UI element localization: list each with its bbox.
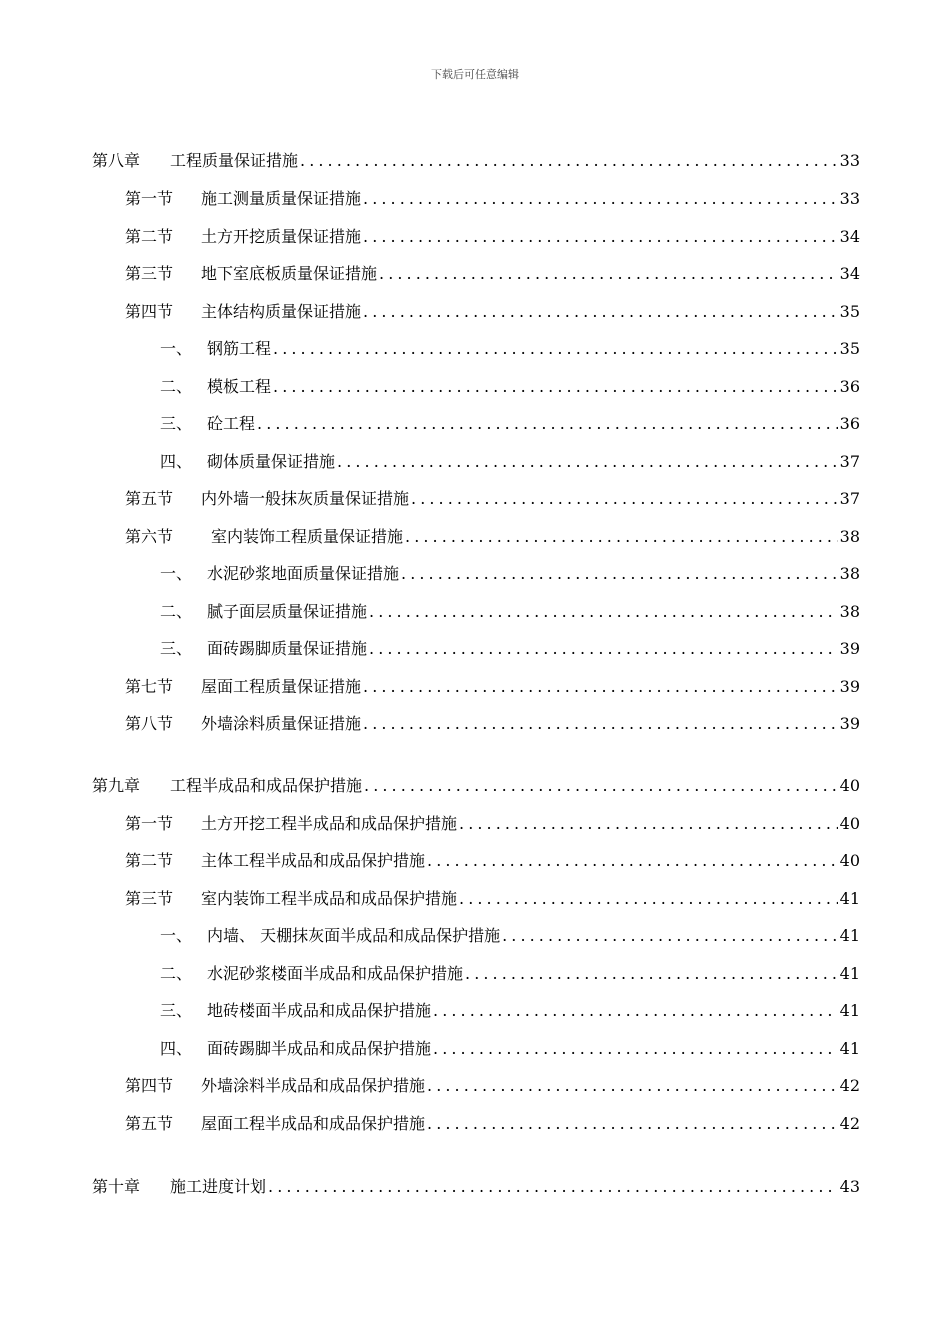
toc-entry-subsection[interactable] <box>160 336 860 362</box>
toc-leader <box>273 374 838 400</box>
toc-number: 第七节 <box>125 677 174 696</box>
toc-number: 第二节 <box>125 227 174 246</box>
toc-page: 40 <box>839 776 860 795</box>
toc-title: 内外墙一般抹灰质量保证措施 <box>201 489 410 508</box>
toc-title: 钢筋工程 <box>207 339 272 358</box>
toc-entry-section[interactable] <box>125 1111 860 1137</box>
toc-number: 第一节 <box>125 189 174 208</box>
toc-entry-section[interactable] <box>125 711 860 737</box>
toc-number: 四、 <box>160 1039 193 1058</box>
toc-page: 37 <box>839 452 860 471</box>
toc-title: 面砖踢脚质量保证措施 <box>207 639 368 658</box>
toc-number: 三、 <box>160 639 193 658</box>
toc-leader <box>363 299 838 325</box>
toc-entry-section[interactable] <box>125 848 860 874</box>
toc-number: 三、 <box>160 414 193 433</box>
toc-number: 一、 <box>160 926 193 945</box>
toc-leader <box>411 486 838 512</box>
toc-entry-subsection[interactable] <box>160 636 860 662</box>
toc-entry-subsection[interactable] <box>160 561 860 587</box>
toc-page: 35 <box>839 302 860 321</box>
toc-title: 外墙涂料半成品和成品保护措施 <box>201 1076 426 1095</box>
toc-title: 地砖楼面半成品和成品保护措施 <box>207 1001 432 1020</box>
toc-page: 38 <box>839 602 860 621</box>
toc-leader <box>273 336 838 362</box>
toc-entry-chapter[interactable] <box>92 1174 860 1200</box>
toc-page: 43 <box>839 1177 860 1196</box>
toc-page: 34 <box>839 227 860 246</box>
toc-page: 40 <box>839 851 860 870</box>
toc-number: 第三节 <box>125 264 174 283</box>
toc-entry-section[interactable] <box>125 524 860 550</box>
toc-title: 屋面工程半成品和成品保护措施 <box>201 1114 426 1133</box>
toc-entry-subsection[interactable] <box>160 923 860 949</box>
toc-title: 主体结构质量保证措施 <box>201 302 362 321</box>
toc-page: 35 <box>839 339 860 358</box>
toc-leader <box>363 711 838 737</box>
toc-number: 第五节 <box>125 489 174 508</box>
toc-title: 砌体质量保证措施 <box>207 452 336 471</box>
toc-entry-subsection[interactable] <box>160 411 860 437</box>
toc-title: 施工进度计划 <box>170 1177 267 1196</box>
toc-page: 41 <box>839 926 860 945</box>
toc-page: 34 <box>839 264 860 283</box>
toc-leader <box>433 998 838 1024</box>
toc-page: 33 <box>839 151 860 170</box>
toc-entry-section[interactable] <box>125 186 860 212</box>
toc-leader <box>405 524 838 550</box>
toc-number: 第三节 <box>125 889 174 908</box>
toc-leader <box>427 848 838 874</box>
page-header: 下载后可任意编辑 <box>431 68 519 81</box>
toc-page: 38 <box>839 527 860 546</box>
toc-page: 42 <box>839 1114 860 1133</box>
toc-title: 水泥砂浆楼面半成品和成品保护措施 <box>207 964 464 983</box>
toc-leader <box>379 261 838 287</box>
toc-title: 工程半成品和成品保护措施 <box>170 776 363 795</box>
toc-number: 二、 <box>160 964 193 983</box>
toc-leader <box>363 224 838 250</box>
toc-title: 模板工程 <box>207 377 272 396</box>
toc-entry-section[interactable] <box>125 224 860 250</box>
toc-entry-subsection[interactable] <box>160 998 860 1024</box>
toc-entry-section[interactable] <box>125 261 860 287</box>
toc-leader <box>427 1073 838 1099</box>
toc-page: 37 <box>839 489 860 508</box>
toc-number: 第二节 <box>125 851 174 870</box>
toc-title: 腻子面层质量保证措施 <box>207 602 368 621</box>
toc-leader <box>433 1036 838 1062</box>
toc-number: 第九章 <box>92 776 141 795</box>
toc-title: 室内装饰工程半成品和成品保护措施 <box>201 889 458 908</box>
toc-leader <box>465 961 838 987</box>
toc-page: 39 <box>839 677 860 696</box>
toc-title: 施工测量质量保证措施 <box>201 189 362 208</box>
toc-title: 面砖踢脚半成品和成品保护措施 <box>207 1039 432 1058</box>
toc-number: 一、 <box>160 339 193 358</box>
toc-entry-chapter[interactable] <box>92 773 860 799</box>
toc-title: 外墙涂料质量保证措施 <box>201 714 362 733</box>
toc-entry-subsection[interactable] <box>160 1036 860 1062</box>
toc-page: 39 <box>839 714 860 733</box>
toc-title: 工程质量保证措施 <box>170 151 299 170</box>
toc-leader <box>268 1174 838 1200</box>
toc-title: 地下室底板质量保证措施 <box>201 264 378 283</box>
toc-number: 第四节 <box>125 302 174 321</box>
toc-page: 41 <box>839 889 860 908</box>
toc-title: 屋面工程质量保证措施 <box>201 677 362 696</box>
toc-page: 41 <box>839 1001 860 1020</box>
toc-leader <box>369 636 838 662</box>
toc-leader <box>427 1111 838 1137</box>
toc-leader <box>502 923 838 949</box>
toc-leader <box>337 449 838 475</box>
toc-page: 33 <box>839 189 860 208</box>
toc-title: 内墙、 天棚抹灰面半成品和成品保护措施 <box>207 926 501 945</box>
toc-page: 41 <box>839 1039 860 1058</box>
toc-title: 砼工程 <box>207 414 256 433</box>
toc-number: 第一节 <box>125 814 174 833</box>
toc-number: 四、 <box>160 452 193 471</box>
toc-entry-subsection[interactable] <box>160 374 860 400</box>
toc-leader <box>369 599 838 625</box>
toc-title: 土方开挖质量保证措施 <box>201 227 362 246</box>
toc-title: 主体工程半成品和成品保护措施 <box>201 851 426 870</box>
toc-number: 三、 <box>160 1001 193 1020</box>
toc-number: 第八章 <box>92 151 141 170</box>
toc-leader <box>364 773 838 799</box>
toc-entry-subsection[interactable] <box>160 449 860 475</box>
toc-leader <box>300 148 838 174</box>
toc-title: 水泥砂浆地面质量保证措施 <box>207 564 400 583</box>
toc-page: 39 <box>839 639 860 658</box>
toc-number: 第四节 <box>125 1076 174 1095</box>
toc-entry-subsection[interactable] <box>160 961 860 987</box>
toc-number: 第八节 <box>125 714 174 733</box>
toc-number: 第十章 <box>92 1177 141 1196</box>
toc-leader <box>401 561 838 587</box>
toc-entry-section[interactable] <box>125 299 860 325</box>
toc-title: 土方开挖工程半成品和成品保护措施 <box>201 814 458 833</box>
toc-page: 38 <box>839 564 860 583</box>
toc-leader <box>459 886 838 912</box>
toc-entry-subsection[interactable] <box>160 599 860 625</box>
toc-page: 40 <box>839 814 860 833</box>
toc-number: 二、 <box>160 377 193 396</box>
toc-entry-section[interactable] <box>125 674 860 700</box>
toc-page: 36 <box>839 414 860 433</box>
toc-page: 41 <box>839 964 860 983</box>
toc-entry-chapter[interactable] <box>92 148 860 174</box>
toc-entry-section[interactable] <box>125 1073 860 1099</box>
toc-leader <box>257 411 838 437</box>
toc-number: 二、 <box>160 602 193 621</box>
toc-entry-section[interactable] <box>125 886 860 912</box>
toc-entry-section[interactable] <box>125 486 860 512</box>
toc-title: 室内装饰工程质量保证措施 <box>211 527 404 546</box>
toc-page: 36 <box>839 377 860 396</box>
toc-leader <box>363 186 838 212</box>
toc-entry-section[interactable] <box>125 811 860 837</box>
toc-number: 一、 <box>160 564 193 583</box>
toc-page: 42 <box>839 1076 860 1095</box>
toc-leader <box>363 674 838 700</box>
toc-number: 第六节 <box>125 527 174 546</box>
toc-number: 第五节 <box>125 1114 174 1133</box>
toc-leader <box>459 811 838 837</box>
